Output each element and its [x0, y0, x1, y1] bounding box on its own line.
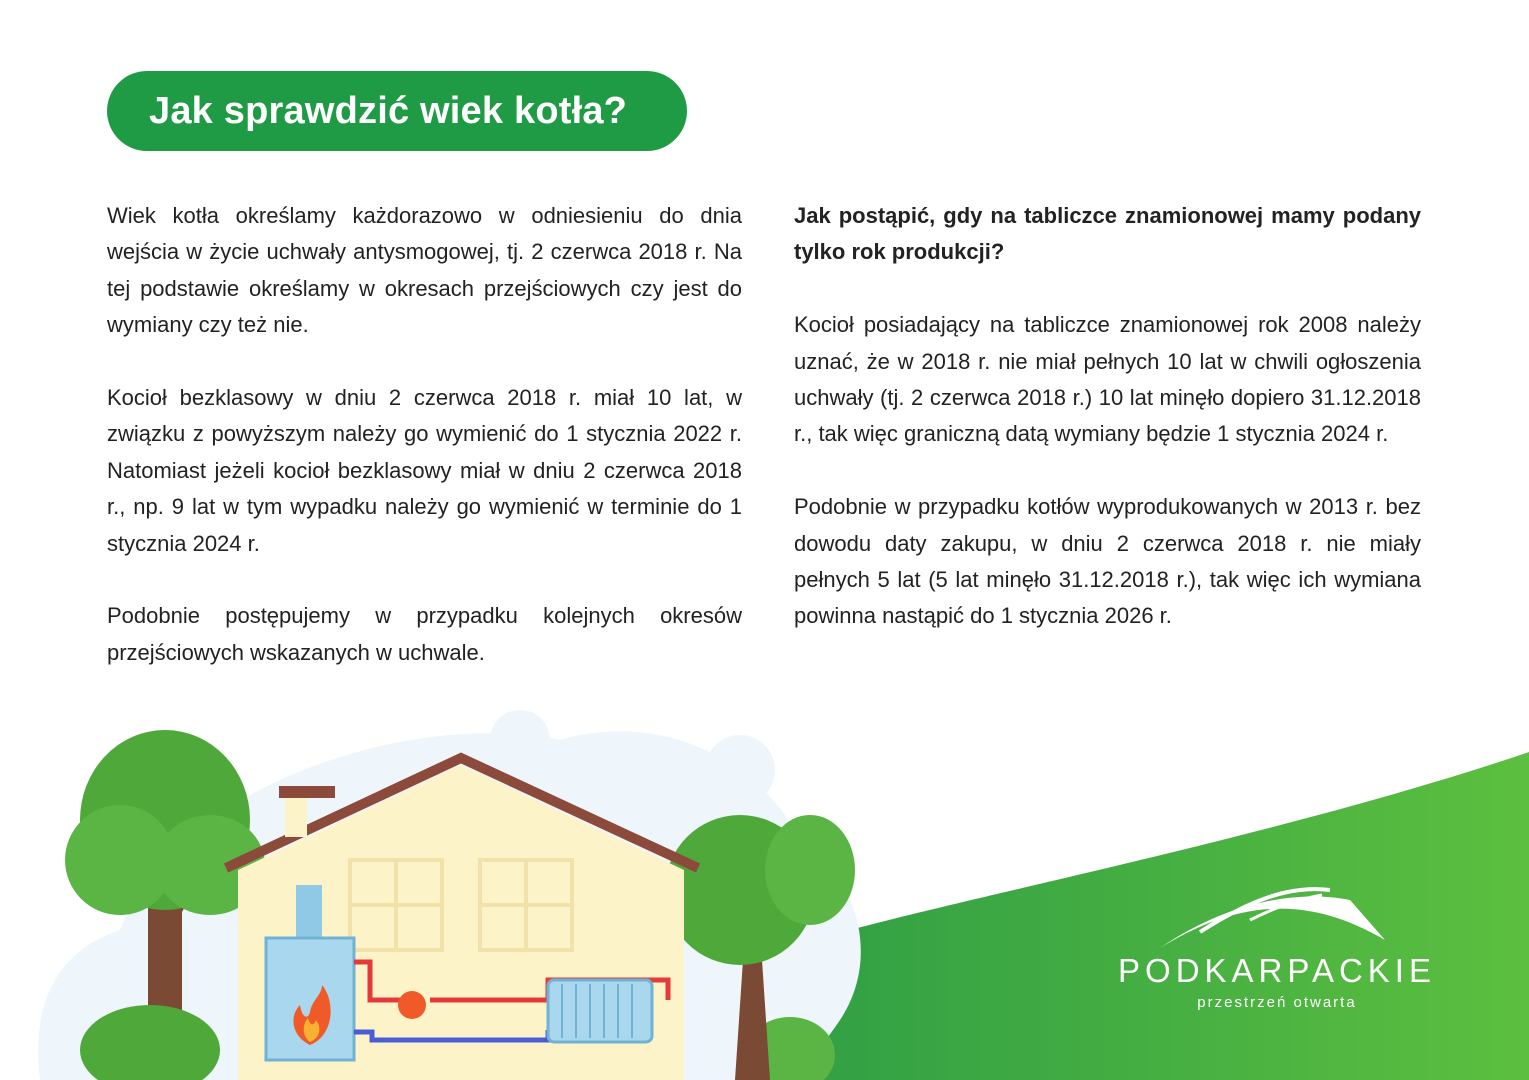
house-illustration: [0, 700, 1529, 1080]
chimney-cap: [279, 786, 335, 798]
pump: [398, 991, 426, 1019]
radiator: [548, 980, 652, 1042]
cloud-shape-2: [705, 735, 775, 805]
left-paragraph-2: Kocioł bezklasowy w dniu 2 czerwca 2018 r. miał 10 lat, w związku z powyższym należy go wymienić do 1 stycznia 2022 r. Natomiast jeżeli kocioł bezklasowy miał w dniu 2 czerwca 2018 r., np. 9 lat w tym wypadku należy go wymienić w terminie do 1 stycznia 2024 r.: [107, 385, 742, 556]
right-question: Jak postąpić, gdy na tabliczce znamionowej mamy podany tylko rok produkcji?: [794, 203, 1421, 265]
page-title: Jak sprawdzić wiek kotła?: [149, 89, 628, 132]
right-paragraph-2: Podobnie w przypadku kotłów wyprodukowanych w 2013 r. bez dowodu daty zakupu, w dniu 2 czerwca 2018 r. nie miały pełnych 5 lat (5 lat minęło 31.12.2018 r.), tak więc ich wymiana powinna nastąpić do 1 stycznia 2026 r.: [794, 494, 1421, 629]
left-paragraph-3: Podobnie postępujemy w przypadku kolejnych okresów przejściowych wskazanych w uchwale.: [107, 603, 742, 665]
right-column: [794, 198, 1421, 671]
logo-name: PODKARPACKIE: [1118, 952, 1436, 989]
logo-tagline: przestrzeń otwarta: [1197, 994, 1357, 1011]
green-hill: [774, 752, 1529, 1080]
chimney: [285, 792, 307, 837]
cloud-shape: [490, 710, 550, 770]
right-paragraph-1: Kocioł posiadający na tabliczce znamionowej rok 2008 należy uznać, że w 2018 r. nie miał pełnych 10 lat w chwili ogłoszenia uchwały (tj. 2 czerwca 2018 r.) 10 lat minęło dopiero 31.12.2018 r., tak więc graniczną datą wymiany będzie 1 stycznia 2024 r.: [794, 312, 1421, 447]
right-tree-crown-2: [765, 815, 855, 925]
left-column: [107, 198, 742, 708]
boiler-flue: [296, 885, 322, 940]
title-banner: [107, 71, 687, 151]
left-paragraph-1: Wiek kotła określamy każdorazowo w odniesieniu do dnia wejścia w życie uchwały antysmogowej, tj. 2 czerwca 2018 r. Na tej podstawie określamy w okresach przejściowych czy jest do wymiany czy też nie.: [107, 203, 742, 338]
